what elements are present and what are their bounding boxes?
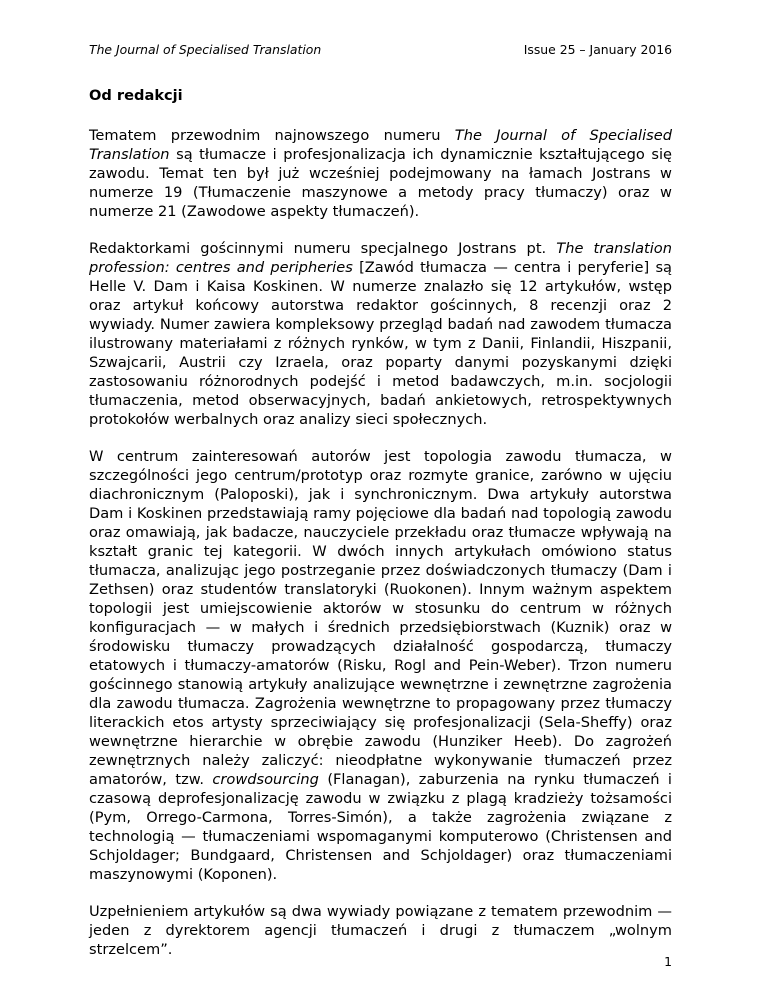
page-number: 1 [664,954,672,969]
article-body [89,86,672,977]
paragraph-4: Uzpełnieniem artykułów są dwa wywiady powiązane z tematem przewodnim — jeden z dyrektorem agencji tłumaczeń i drugi z tłumaczem „wolnym strzelcem”. [89,903,672,958]
paragraph-1-text-a: Tematem przewodnim najnowszego numeru [89,127,455,144]
article-heading: Od redakcji [89,87,183,104]
paragraph-3-term: crowdsourcing [212,771,319,788]
page-header [89,40,672,60]
paragraph-1-journal-title: The Journal of Specialised Translation [89,127,672,163]
issue-label: Issue 25 – January 2016 [523,42,672,57]
paragraph-2-text-a: Redaktorkami gościnnymi numeru specjalnego Jostrans pt. [89,240,557,257]
paragraph-3-text-a: W centrum zainteresowań autorów jest topologia zawodu tłumacza, w szczególności jego centrum/prototyp oraz rozmyte granice, zarówno w ujęciu diachronicznym (Paloposki), jak i synchronicznym. Dwa artykuły autorstwa Dam i Koskinen przedstawiają ramy pojęciowe dla badań nad topologią zawodu oraz omawiają, jak badacze, nauczyciele przekładu oraz tłumacze wpływają na kształt granic tej kategorii. W dwóch innych artykułach omówiono status tłumacza, analizując jego postrzeganie przez doświadczonych tłumaczy (Dam i Zethsen) oraz studentów translatoryki (Ruokonen). Innym ważnym aspektem topologii jest umiejscowienie aktorów w stosunku do centrum w różnych konfiguracjach — w małych i średnich przedsiębiorstwach (Kuznik) oraz w środowisku tłumaczy prowadzących działalność gospodarczą, tłumaczy etatowych i tłumaczy-amatorów (Risku, Rogl and Pein-Weber). Trzon numeru gościnnego stanowią artykuły analizujące wewnętrzne i zewnętrzne zagrożenia dla zawodu tłumacza. Zagrożenia wewnętrzne to propagowany przez tłumaczy literackich etos artysty sprzeciwiający się profesjonalizacji (Sela-Sheffy) oraz wewnętrzne hierarchie w obrębie zawodu (Hunziker Heeb). Do zagrożeń zewnętrznych należy zaliczyć: nieodpłatne wykonywanie tłumaczeń przez amatorów, tzw. [89,448,672,788]
paragraph-2-text-b: [Zawód tłumacza — centra i peryferie] są Helle V. Dam i Kaisa Koskinen. W numerze znalazło się 12 artykułów, wstęp oraz artykuł końcowy autorstwa redaktor gościnnych, 8 recenzji oraz 2 wywiady. Numer zawiera kompleksowy przegląd badań nad zawodem tłumacza ilustrowany materiałami z różnych rynków, w tym z Danii, Finlandii, Hiszpanii, Szwajcarii, Austrii czy Izraela, oraz poparty danymi pozyskanymi dzięki zastosowaniu różnorodnych podejść i metod badawczych, m.in. socjologii tłumaczenia, metod obserwacyjnych, badań ankietowych, retrospektywnych protokołów werbalnych oraz analizy sieci społecznych. [89,259,672,428]
journal-title: The Journal of Specialised Translation [89,42,322,57]
paragraph-2-issue-title: The translation profession: centres and peripheries [89,240,672,276]
paragraph-1 [89,126,672,221]
paragraph-1-text-b: są tłumacze i profesjonalizacja ich dynamicznie kształtującego się zawodu. Temat ten był już wcześniej podejmowany na łamach Jostrans w numerze 19 (Tłumaczenie maszynowe a metody pracy tłumaczy) oraz w numerze 21 (Zawodowe aspekty tłumaczeń). [89,146,672,220]
paragraph-2 [89,239,672,429]
paragraph-3-text-b: (Flanagan), zaburzenia na rynku tłumaczeń i czasową deprofesjonalizację zawodu w związku z plagą kradzieży tożsamości (Pym, Orrego-Carmona, Torres-Simón), a także zagrożenia związane z technologią — tłumaczeniami wspomaganymi komputerowo (Christensen and Schjoldager; Bundgaard, Christensen and Schjoldager) oraz tłumaczeniami maszynowymi (Koponen). [89,771,672,883]
paragraph-3 [89,447,672,884]
